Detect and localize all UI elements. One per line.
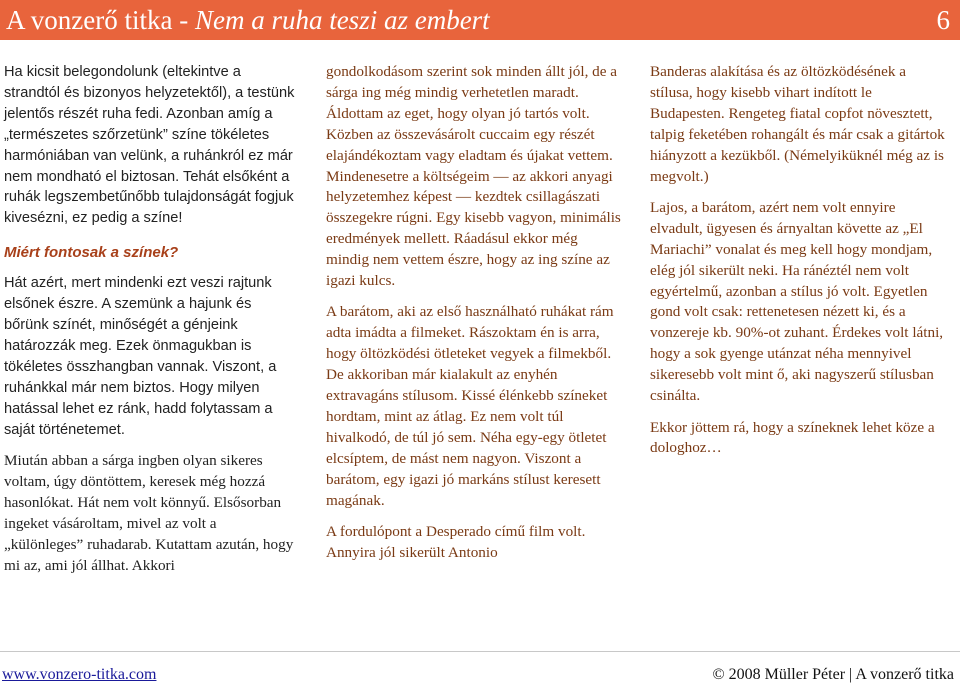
paragraph-banderas: Banderas alakítása és az öltözködésének a stílusa, hogy kisebb vihart indított le Budapesten. Rengeteg fiatal copfot növesztett, talpig feketében rohangált és már csak a gitártok hiányzott a kezükből. (Némelyiküknél még az is megvolt.) — [650, 63, 945, 185]
paragraph-costs: gondolkodásom szerint sok minden állt jól, de a sárga ing még mindig verhetetlen maradt. Áldottam az eget, hogy olyan jó tartós volt. Közben az összevásárolt cuccaim egy részét elajándékoztam vagy eladtam és újakat vettem. Mindenesetre a költségeim — az akkori anyagi helyzetemhez képest — kezdtek csillagászati összegekre rúgni. Egy kisebb vagyon, minimális eredmények mellett. Ráadásul ekkor még mindig nem vettem észre, hogy az ing színe az igazi kulcs. — [326, 63, 621, 290]
paragraph-realization: Ekkor jöttem rá, hogy a színeknek lehet köze a dologhoz… — [650, 418, 935, 457]
page-header — [0, 0, 960, 40]
paragraph-yellow-shirt: Miután abban a sárga ingben olyan sikeres voltam, úgy döntöttem, keresek még hozzá hasonlókat. Hát nem volt könnyű. Elsősorban ingeket vásároltam, mivel az volt a „különleges” ruhadarab. Kutattam azután, hogy mi az, ami jól állhat. Akkori — [4, 452, 294, 574]
paragraph-intro: Ha kicsit belegondolunk (eltekintve a strandtól és bizonyos helyzetektől), a testünk jelentős részét ruha fedi. Azonban amíg a „természetes szőrzetünk” színe tökéletes harmóniában van velünk, a ruhánkról ez már nem mondható el biztosan. Tehát elsőként a ruhák legszembetűnőbb tulajdonságát fogjuk kivesézni, ez pedig a színe! — [4, 64, 295, 227]
page-number: 6 — [936, 5, 950, 35]
title-main: A vonzerő titka - — [6, 5, 195, 35]
footer-website-link[interactable]: www.vonzero-titka.com — [2, 666, 157, 683]
column-left — [4, 62, 296, 587]
footer-copyright: © 2008 Müller Péter | A vonzerő titka — [712, 666, 954, 683]
page-title — [6, 4, 490, 36]
footer-divider — [0, 651, 960, 652]
paragraph-friend-movies: A barátom, aki az első használható ruhákat rám adta imádta a filmeket. Rászoktam én is arra, hogy öltözködési ötleteket vegyek a filmekből. De akkoriban már kialakult az enyhén extravagáns stílusom. Kissé élénkebb színeket hordtam, mint az átlag. Ez nem volt túl hivalkodó, de túl jó sem. Néha egy-egy ötletet elcsíptem, de mást nem nagyon. Viszont a barátom, egy igazi jó markáns stílust keresett magának. — [326, 303, 614, 509]
section-subheading: Miért fontosak a színek? — [4, 244, 179, 262]
paragraph-lajos: Lajos, a barátom, azért nem volt ennyire elvadult, ügyesen és árnyaltan követte az „El Mariachi” vonalat és meg kell hogy mondjam, elég jól sikerült neki. Ha ránéztél nem volt egyértelmű, azonban a stílus jó volt. Egyetlen gond volt csak: rettenetesen nézett ki, és a vonzereje kb. 90%-ot zuhant. Érdekes volt látni, hogy a sok gyenge utánzat néha mennyivel sikeresebb volt mint ő, aki nagyszerű stílusban csinálta. — [650, 198, 944, 405]
paragraph-why-colors: Hát azért, mert mindenki ezt veszi rajtunk elsőnek észre. A szemünk a hajunk és bőrünk színét, minőségét a génjeink határozzák meg. Ezek önmagukban is tökéletes összhangban vannak. Viszont, a ruhánkkal már nem biztos. Hogy milyen hatással lehet ez ránk, hadd folytassam a saját történetemet. — [4, 275, 277, 438]
column-right — [650, 62, 950, 470]
column-middle — [326, 62, 622, 574]
paragraph-desperado: A fordulópont a Desperado című film volt. Annyira jól sikerült Antonio — [326, 523, 586, 561]
title-subtitle: Nem a ruha teszi az embert — [194, 5, 490, 35]
